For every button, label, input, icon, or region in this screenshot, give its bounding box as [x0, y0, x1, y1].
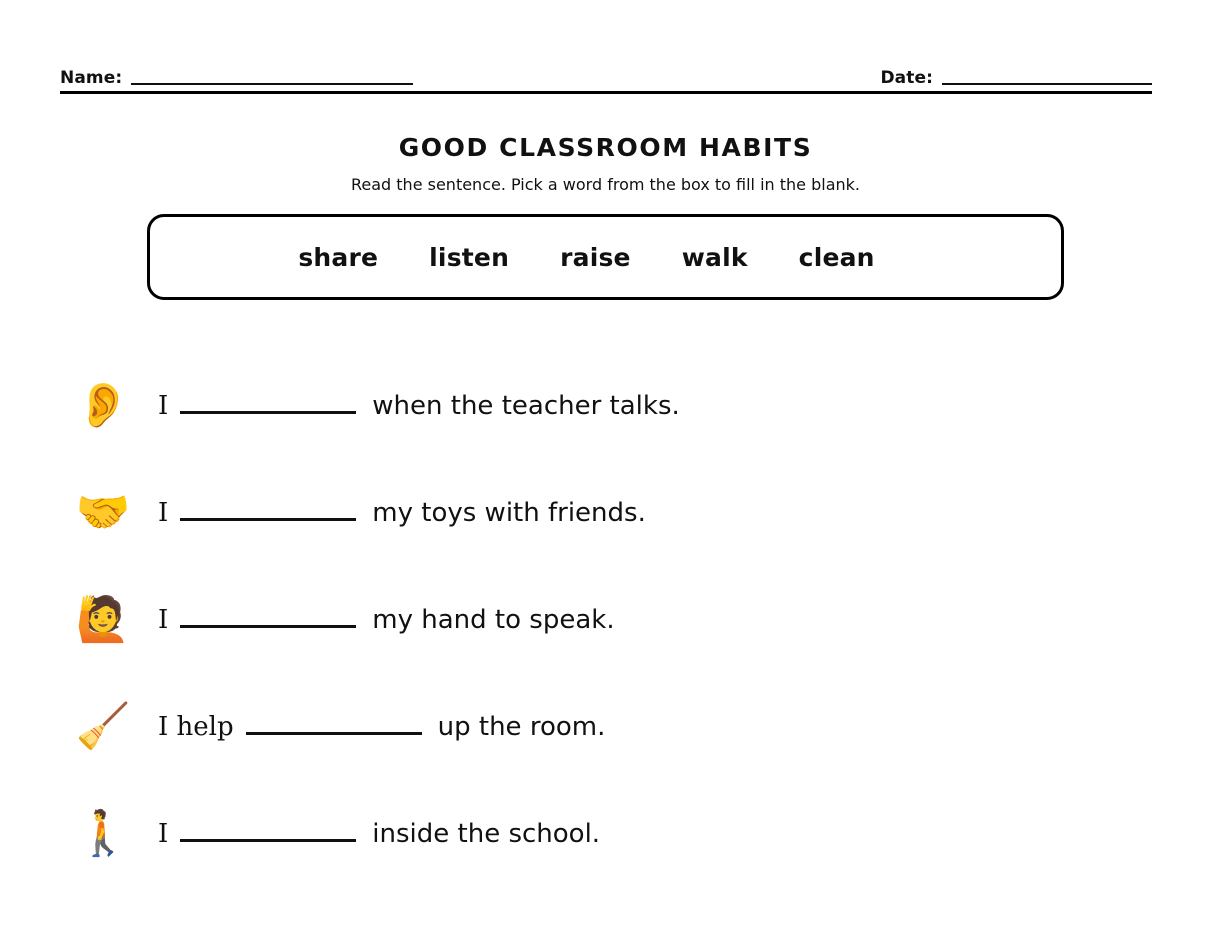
- answer-blank[interactable]: [180, 625, 356, 628]
- sentence-suffix: up the room.: [437, 711, 606, 742]
- ear-icon: 👂: [75, 379, 131, 431]
- person-raising-hand-icon: 🙋: [75, 593, 131, 645]
- date-field[interactable]: [880, 68, 1152, 88]
- name-input-line[interactable]: [131, 82, 413, 85]
- answer-blank[interactable]: [180, 839, 356, 842]
- page-title: GOOD CLASSROOM HABITS: [398, 133, 813, 162]
- sentence-prefix: I: [158, 497, 169, 528]
- question-sentence: [158, 710, 605, 744]
- word-bank-item-share[interactable]: share: [298, 242, 379, 272]
- answer-blank[interactable]: [180, 411, 356, 414]
- date-label: Date:: [880, 68, 933, 88]
- question-sentence: [158, 817, 600, 851]
- sentence-prefix: I help: [158, 711, 234, 742]
- sentence-suffix: when the teacher talks.: [372, 390, 680, 421]
- sentence-suffix: my hand to speak.: [372, 604, 615, 635]
- broom-icon: 🧹: [75, 700, 131, 752]
- name-field[interactable]: [60, 68, 413, 88]
- question-list: [0, 352, 1211, 887]
- word-bank-box: [147, 214, 1064, 300]
- question-sentence: [158, 389, 680, 423]
- name-label: Name:: [60, 68, 123, 88]
- question-row: [0, 459, 1211, 566]
- sentence-suffix: my toys with friends.: [372, 497, 646, 528]
- word-bank-item-raise[interactable]: raise: [560, 242, 631, 272]
- date-input-line[interactable]: [942, 82, 1152, 85]
- word-bank-item-listen[interactable]: listen: [429, 242, 510, 272]
- question-sentence: [158, 496, 646, 530]
- word-bank-list: [298, 243, 874, 272]
- question-sentence: [158, 603, 615, 637]
- worksheet-header: [60, 58, 1152, 88]
- word-bank-item-walk[interactable]: walk: [681, 242, 748, 272]
- word-bank-item-clean[interactable]: clean: [798, 242, 875, 272]
- question-row: [0, 352, 1211, 459]
- sentence-prefix: I: [158, 390, 169, 421]
- instructions-text: Read the sentence. Pick a word from the box to fill in the blank.: [350, 175, 860, 194]
- handshake-icon: 🤝: [75, 486, 131, 538]
- walking-person-icon: 🚶: [75, 807, 131, 859]
- answer-blank[interactable]: [246, 732, 422, 735]
- header-divider: [60, 91, 1152, 94]
- sentence-prefix: I: [158, 604, 169, 635]
- question-row: [0, 673, 1211, 780]
- question-row: [0, 780, 1211, 887]
- question-row: [0, 566, 1211, 673]
- sentence-suffix: inside the school.: [372, 818, 601, 849]
- answer-blank[interactable]: [180, 518, 356, 521]
- sentence-prefix: I: [158, 818, 169, 849]
